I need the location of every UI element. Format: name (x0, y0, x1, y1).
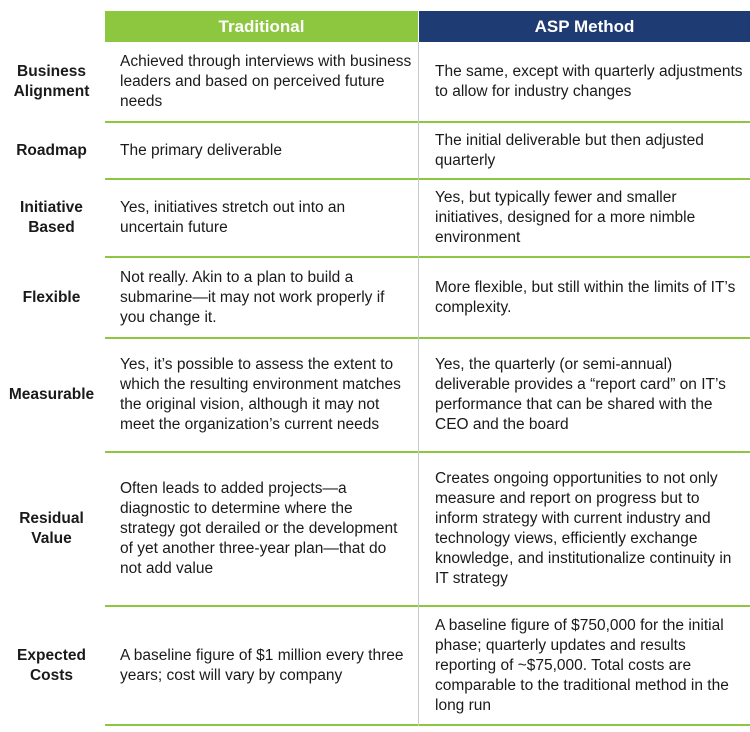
asp-cell: More flexible, but still within the limits of IT’s complexity. (435, 278, 736, 316)
row-label: Measurable (8, 386, 95, 403)
row-label: Flexible (22, 288, 81, 306)
row-label: Initiative Based (20, 199, 83, 236)
asp-cell: A baseline figure of $750,000 for the initial phase; quarterly updates and results reporting of ~$75,000. Total costs are comparable to the traditional method in the long run (435, 616, 729, 714)
traditional-cell: Not really. Akin to a plan to build a submarine—it may not work properly if you change it. (120, 268, 385, 326)
traditional-cell: The primary deliverable (120, 141, 282, 159)
traditional-cell: Achieved through interviews with business leaders and based on perceived future needs (120, 53, 412, 110)
header-traditional: Traditional (105, 11, 418, 42)
row-label: Residual Value (19, 510, 84, 547)
row-separator (419, 724, 750, 726)
row-label: Business Alignment (13, 63, 90, 100)
asp-cell: Creates ongoing opportunities to not only measure and report on progress but to inform strategy with current industry and technology views, efficiently exchange knowledge, and institutionalize continuity in IT strategy (435, 470, 732, 587)
asp-cell: Yes, but typically fewer and smaller initiatives, designed for a more nimble environment (435, 189, 696, 246)
traditional-cell: Often leads to added projects—a diagnostic to determine where the strategy got derailed or the development of yet another three-year plan—that do not add value (120, 480, 398, 577)
traditional-cell: Yes, it’s possible to assess the extent to which the resulting environment matches the original vision, although it may not meet the organization’s current needs (120, 356, 401, 433)
row-separator (105, 724, 418, 726)
asp-cell: Yes, the quarterly (or semi-annual) deliverable provides a “report card” on IT’s performance that can be shared with the CEO and the board (435, 356, 726, 433)
traditional-cell: Yes, initiatives stretch out into an uncertain future (120, 199, 346, 236)
header-asp-method: ASP Method (419, 11, 750, 42)
asp-cell: The same, except with quarterly adjustments to allow for industry changes (435, 63, 743, 100)
row-label: Expected Costs (17, 646, 86, 684)
traditional-cell: A baseline figure of $1 million every three years; cost will vary by company (120, 646, 404, 684)
row-label: Roadmap (16, 141, 87, 159)
asp-cell: The initial deliverable but then adjusted quarterly (435, 131, 704, 169)
